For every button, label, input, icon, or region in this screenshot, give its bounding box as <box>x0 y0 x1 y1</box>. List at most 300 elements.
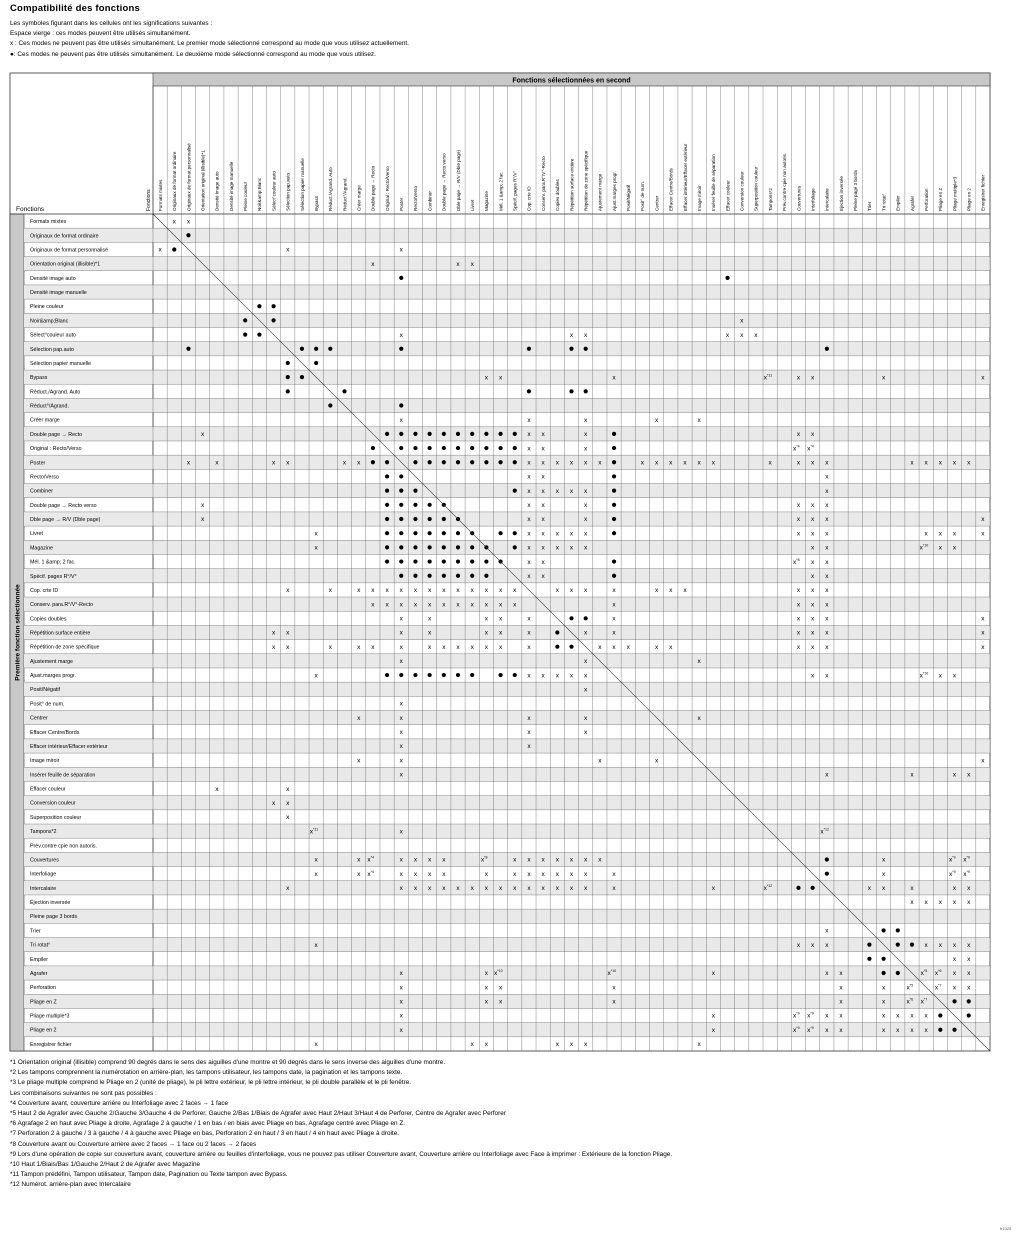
cell-cross: x <box>584 856 588 864</box>
column-header: Insérer feuille de séparation <box>711 154 717 211</box>
footnotes <box>10 1058 672 1191</box>
cell-cross: x <box>796 459 801 467</box>
cell-dot <box>498 460 502 464</box>
cell-cross: x <box>541 544 545 552</box>
cell-dot <box>413 673 417 677</box>
cell-cross: x <box>584 870 588 878</box>
row-label: Combiner <box>30 488 53 495</box>
cell-cross: x <box>825 927 829 935</box>
row-label: Répétition de zone spécifique <box>30 644 100 651</box>
cell-cross: x <box>584 516 588 524</box>
cell-dot <box>442 673 446 677</box>
row-label: Sélection papier manuelle <box>30 360 91 367</box>
cell-cross: x <box>711 970 715 978</box>
cell-dot <box>569 645 573 649</box>
cell-cross: x <box>924 941 928 949</box>
column-header: Posit° de num. <box>640 181 646 211</box>
cell-cross: x <box>584 487 588 495</box>
cell-cross: x <box>654 643 659 651</box>
cell-cross: $x^{*12}$ <box>763 884 773 893</box>
cell-cross: x <box>981 374 985 382</box>
column-header: Trier <box>867 201 873 211</box>
cell-cross: x <box>399 601 403 609</box>
cell-cross: $x^{*10}$ <box>919 671 929 680</box>
cell-cross: x <box>811 643 815 651</box>
cell-cross: x <box>498 984 503 992</box>
row-shade <box>24 909 990 923</box>
footnote-7: *7 Perforation 2 à gauche / 3 à gauche / 4 à gauche avec Pliage en bas, Perforation 2 en haut / 3 en haut / 4 en haut avec Pliage à droite. <box>10 1130 400 1138</box>
row-label: Image miroir <box>30 758 60 765</box>
cell-cross: x <box>584 587 588 595</box>
cell-cross: x <box>825 572 829 580</box>
cell-cross: x <box>527 629 531 637</box>
cell-cross: x <box>541 431 545 439</box>
cell-cross: x <box>385 601 389 609</box>
row-label: Originaux de format personnalisé <box>30 247 109 254</box>
cell-dot <box>271 304 275 308</box>
cell-cross: $x^{*8}$ <box>480 855 488 864</box>
cell-cross: x <box>598 643 602 651</box>
row-label: Ajust.marges progr. <box>30 673 76 680</box>
cell-cross: x <box>697 1041 701 1049</box>
cell-cross: x <box>967 885 971 893</box>
cell-cross: x <box>952 885 957 893</box>
cell-cross: x <box>413 601 418 609</box>
cell-cross: x <box>881 374 886 382</box>
cell-cross: x <box>271 459 276 467</box>
cell-dot <box>470 432 474 436</box>
row-label: Noir&amp;Blanc <box>30 318 69 325</box>
cell-note: *9 <box>796 1011 800 1016</box>
cell-cross: x <box>938 672 942 680</box>
cell-dot <box>470 460 474 464</box>
row-label: Prév.contre cpie non autoris. <box>30 843 98 850</box>
cell-cross: x <box>484 1041 489 1049</box>
cell-note: *10 <box>922 671 929 676</box>
cell-cross: x <box>513 870 517 878</box>
column-header: Centrer <box>654 195 660 211</box>
cell-dot <box>896 943 900 947</box>
cell-cross: x <box>428 629 432 637</box>
cell-cross: x <box>286 785 290 793</box>
cell-cross: x <box>201 502 205 510</box>
row-shade <box>24 285 990 299</box>
row-label: Effacer Centre/Bords <box>30 729 80 736</box>
row-label: Posit/Négatif <box>30 687 61 694</box>
cell-cross: x <box>399 587 403 595</box>
cell-cross: x <box>612 374 616 382</box>
cell-cross: x <box>484 601 489 609</box>
cell-dot <box>456 559 460 563</box>
cell-cross: x <box>654 416 659 424</box>
row-shade <box>24 398 990 412</box>
cell-cross: x <box>399 998 403 1006</box>
cell-dot <box>413 460 417 464</box>
cell-cross: x <box>399 629 403 637</box>
cell-cross: x <box>527 572 531 580</box>
cell-dot <box>498 446 502 450</box>
cell-dot <box>399 489 403 493</box>
column-header: Enregistrer fichier <box>980 175 986 211</box>
cell-cross: x <box>286 814 290 822</box>
cell-cross: $x^{*9}$ <box>963 869 970 878</box>
cell-cross: x <box>811 558 815 566</box>
cell-dot <box>825 857 829 861</box>
cell-cross: x <box>881 1026 886 1034</box>
cell-dot <box>399 403 403 407</box>
row-label: Pleine page 3 bords <box>30 914 78 921</box>
cell-note: *7 <box>923 997 928 1002</box>
cell-cross: x <box>498 643 503 651</box>
cell-dot <box>385 489 389 493</box>
cell-cross: x <box>796 601 801 609</box>
cell-note: *4 <box>796 444 800 449</box>
cell-cross: $x^{*12}$ <box>820 827 829 836</box>
cell-cross: $x^{*4}$ <box>792 444 800 453</box>
cell-cross: x <box>839 1026 843 1034</box>
cell-dot <box>286 389 290 393</box>
cell-dot <box>470 574 474 578</box>
cell-dot <box>555 645 559 649</box>
cell-cross: x <box>924 530 928 538</box>
cell-cross: x <box>569 870 574 878</box>
cell-dot <box>413 517 417 521</box>
column-header: Mél. 1 &amp; 2 fac. <box>498 171 504 211</box>
cell-cross: $x^{*7}$ <box>934 983 942 992</box>
cell-cross: x <box>399 615 403 623</box>
page-number: fr1325 <box>1000 1226 1012 1231</box>
cell-dot <box>385 531 389 535</box>
cell-dot <box>811 886 815 890</box>
column-header: Prév.contre cpie non autoris. <box>782 152 788 211</box>
footnote-2: *2 Les tampons comprennent la numérotation en arrière-plan, les tampons utilisateur, les tampons date, la pagination et les tampons texte. <box>10 1069 403 1077</box>
cell-cross: x <box>569 672 574 680</box>
cell-dot <box>612 446 616 450</box>
cell-dot <box>867 943 871 947</box>
cell-cross: x <box>484 984 489 992</box>
cell-dot <box>371 446 375 450</box>
cell-dot <box>612 574 616 578</box>
column-header: Pliage en Z <box>938 187 944 211</box>
column-header: Éjection inversée <box>838 176 844 211</box>
cell-dot <box>612 517 616 521</box>
cell-cross: x <box>811 601 815 609</box>
cell-cross: x <box>981 643 985 651</box>
cell-cross: x <box>825 601 829 609</box>
cell-cross: x <box>399 714 403 722</box>
cell-dot <box>967 999 971 1003</box>
cell-cross: x <box>612 984 616 992</box>
cell-dot <box>910 943 914 947</box>
cell-cross: x <box>513 587 517 595</box>
cell-cross: x <box>527 714 531 722</box>
cell-cross: x <box>811 941 815 949</box>
cell-cross: x <box>555 672 559 680</box>
cell-cross: x <box>796 516 801 524</box>
cell-note: *9 <box>810 1011 814 1016</box>
cell-cross: x <box>286 643 290 651</box>
cell-dot <box>314 361 318 365</box>
cell-cross: x <box>215 459 219 467</box>
cell-cross: x <box>371 260 375 268</box>
cell-cross: x <box>967 459 971 467</box>
cell-cross: x <box>669 587 673 595</box>
cell-cross: $x^{*6}$ <box>934 969 942 978</box>
cell-note: *4 <box>810 444 814 449</box>
cell-cross: x <box>825 502 829 510</box>
cell-note: *10 <box>497 969 503 974</box>
cell-cross: x <box>484 374 489 382</box>
cell-cross: x <box>399 246 403 254</box>
cell-dot <box>938 1013 942 1017</box>
cell-cross: x <box>498 998 503 1006</box>
cell-cross: x <box>825 459 829 467</box>
cell-cross: x <box>484 998 489 1006</box>
cell-cross: x <box>399 828 403 836</box>
cell-dot <box>428 531 432 535</box>
column-header: Répétition surface entière <box>569 158 575 211</box>
cell-cross: x <box>399 771 403 779</box>
cell-cross: x <box>527 856 531 864</box>
cell-cross: x <box>938 544 942 552</box>
cell-cross: x <box>314 856 318 864</box>
cell-cross: x <box>470 885 474 893</box>
cell-cross: x <box>158 246 162 254</box>
column-header: Bypass <box>313 195 319 211</box>
cell-cross: x <box>527 743 531 751</box>
column-header: Couvertures <box>796 185 802 211</box>
cell-dot <box>456 446 460 450</box>
cell-cross: x <box>952 459 957 467</box>
cell-cross: x <box>811 502 815 510</box>
cell-cross: x <box>612 587 616 595</box>
cell-cross: x <box>527 672 531 680</box>
cell-cross: x <box>541 870 545 878</box>
cell-cross: x <box>513 856 517 864</box>
row-shade <box>24 597 990 611</box>
cell-cross: x <box>881 885 886 893</box>
cell-cross: x <box>271 629 276 637</box>
row-label: Intercalaire <box>30 885 57 892</box>
cell-cross: x <box>484 970 489 978</box>
cell-cross: x <box>172 218 176 226</box>
cell-cross: x <box>626 643 630 651</box>
cell-cross: x <box>555 487 559 495</box>
cell-cross: x <box>825 970 829 978</box>
cell-cross: x <box>924 459 928 467</box>
cell-cross: x <box>981 629 985 637</box>
legend-line-1: Les symboles figurant dans les cellules ont les significations suivantes : <box>10 20 213 27</box>
cell-dot <box>882 957 886 961</box>
cell-cross: x <box>981 757 985 765</box>
cell-cross: x <box>952 530 957 538</box>
cell-cross: x <box>910 771 914 779</box>
column-header: Originaux de format personnalisé <box>186 143 192 211</box>
cell-cross: x <box>754 331 758 339</box>
cell-cross: x <box>399 743 403 751</box>
cell-cross: x <box>456 587 460 595</box>
row-label: Centrer <box>30 715 48 722</box>
cell-dot <box>484 460 488 464</box>
cell-cross: x <box>952 771 957 779</box>
cell-cross: x <box>740 317 744 325</box>
column-header: Créer marge <box>356 185 362 211</box>
row-label: Magazine <box>30 545 53 552</box>
cell-cross: x <box>399 1026 403 1034</box>
cell-cross: x <box>938 941 942 949</box>
cell-cross: x <box>413 870 418 878</box>
cell-dot <box>342 389 346 393</box>
cell-cross: x <box>186 459 191 467</box>
row-label: Couvertures <box>30 857 59 864</box>
cell-note: *8 <box>484 855 488 860</box>
cell-dot <box>442 531 446 535</box>
row-label: Empiler <box>30 956 48 963</box>
cell-cross: $x^{*4}$ <box>367 869 375 878</box>
cell-cross: x <box>612 885 616 893</box>
column-header: Spécif. pages R°/V° <box>512 170 518 211</box>
cell-dot <box>300 375 304 379</box>
cell-cross: x <box>967 970 971 978</box>
footnote-4: *4 Couverture avant, couverture arrière ou Interfoliage avec 2 faces → 1 face <box>10 1099 229 1107</box>
cell-cross: x <box>839 984 843 992</box>
cell-cross: x <box>598 856 602 864</box>
column-header: Effacer intérieur/Effacer extérieur <box>682 143 688 211</box>
cell-cross: x <box>881 856 886 864</box>
cell-dot <box>399 545 403 549</box>
cell-dot <box>442 460 446 464</box>
column-header: Tampons*2 <box>767 188 773 211</box>
cell-cross: x <box>541 502 545 510</box>
cell-dot <box>442 432 446 436</box>
row-label: Ajustement marge <box>30 658 73 665</box>
cell-cross: x <box>527 516 531 524</box>
cell-cross: x <box>952 984 957 992</box>
cell-cross: x <box>952 672 957 680</box>
cell-cross: x <box>428 856 432 864</box>
cell-cross: x <box>796 374 801 382</box>
cell-dot <box>555 630 559 634</box>
cell-cross: x <box>399 984 403 992</box>
cell-note: *5 <box>909 983 914 988</box>
footnote-10: *10 Haut 1/Biais/Bas 1/Gauche 2/Haut 2 de Agrafer avec Magazine <box>10 1161 201 1169</box>
cell-cross: x <box>413 856 418 864</box>
cell-cross: x <box>442 870 446 878</box>
cell-cross: x <box>428 885 432 893</box>
cell-dot <box>584 616 588 620</box>
cell-cross: x <box>584 1041 588 1049</box>
cell-cross: $x^{*9}$ <box>792 1025 800 1034</box>
row-label: Posit° de num. <box>30 701 65 708</box>
cell-cross: x <box>952 970 957 978</box>
cell-cross: x <box>569 885 574 893</box>
row-shade <box>24 370 990 384</box>
column-header: Pleine page 3 bords <box>853 170 859 211</box>
row-label: Pleine couleur <box>30 304 64 311</box>
cell-cross: x <box>811 587 815 595</box>
cell-cross: x <box>286 799 290 807</box>
cell-cross: x <box>201 516 205 524</box>
row-label: Double page → Recto verso <box>30 502 97 509</box>
cell-note: *4 <box>370 855 375 860</box>
cell-dot <box>328 347 332 351</box>
cell-cross: x <box>527 870 531 878</box>
cell-cross: x <box>697 658 701 666</box>
cell-cross: $x^{*7}$ <box>920 997 928 1006</box>
cell-cross: x <box>357 643 361 651</box>
row-shade <box>24 966 990 980</box>
cell-cross: x <box>584 629 588 637</box>
cell-dot <box>385 517 389 521</box>
cell-cross: x <box>825 587 829 595</box>
row-label: Perforation <box>30 985 56 992</box>
cell-dot <box>484 432 488 436</box>
cell-cross: x <box>413 885 418 893</box>
cell-cross: x <box>527 530 531 538</box>
cell-dot <box>470 446 474 450</box>
cell-cross: x <box>456 601 460 609</box>
cell-cross: x <box>683 587 687 595</box>
column-header: Poster <box>399 197 405 211</box>
row-label: Superposition couleur <box>30 814 82 821</box>
cell-dot <box>286 375 290 379</box>
cell-cross: x <box>541 473 545 481</box>
row-shade <box>24 796 990 810</box>
row-label: Dble page → R/V (Dble page) <box>30 517 101 524</box>
footnote-8: *8 Couverture avant ou Couverture arrière avec 2 faces → 1 face ou 2 faces → 2 faces <box>10 1140 257 1148</box>
cell-dot <box>513 673 517 677</box>
cell-dot <box>513 432 517 436</box>
cell-cross: x <box>811 629 815 637</box>
row-shade <box>24 342 990 356</box>
cell-cross: x <box>683 459 687 467</box>
cell-dot <box>470 673 474 677</box>
cell-cross: x <box>654 459 659 467</box>
cell-cross: x <box>314 1041 318 1049</box>
cell-cross: $x^{*6}$ <box>906 997 914 1006</box>
row-shade <box>24 484 990 498</box>
cell-cross: x <box>357 459 361 467</box>
cell-dot <box>938 1028 942 1032</box>
row-label: Effacer couleur <box>30 786 66 793</box>
cell-cross: x <box>952 544 957 552</box>
cell-dot <box>456 460 460 464</box>
column-header: Posit/Négatif <box>626 184 632 211</box>
cell-cross: x <box>811 672 815 680</box>
row-label: Bypass <box>30 375 48 382</box>
cell-cross: x <box>357 757 361 765</box>
cell-cross: x <box>825 1012 829 1020</box>
cell-cross: $x^{*10}$ <box>919 543 929 552</box>
cell-cross: x <box>825 516 829 524</box>
column-header: Conserv. para.R°/V°-Recto <box>540 156 546 211</box>
cell-cross: x <box>498 615 503 623</box>
cell-cross: x <box>796 941 801 949</box>
cell-cross: x <box>541 459 545 467</box>
cell-cross: x <box>825 629 829 637</box>
cell-cross: $x^{*9}$ <box>949 869 956 878</box>
cell-cross: x <box>371 643 375 651</box>
cell-cross: x <box>527 558 531 566</box>
cell-dot <box>399 503 403 507</box>
cell-cross: x <box>555 544 559 552</box>
column-header: Livret <box>469 199 475 211</box>
cell-dot <box>498 531 502 535</box>
row-label: Original : Recto/Verso <box>30 446 82 453</box>
cell-cross: x <box>527 445 531 453</box>
cell-dot <box>399 574 403 578</box>
cell-cross: x <box>555 885 559 893</box>
